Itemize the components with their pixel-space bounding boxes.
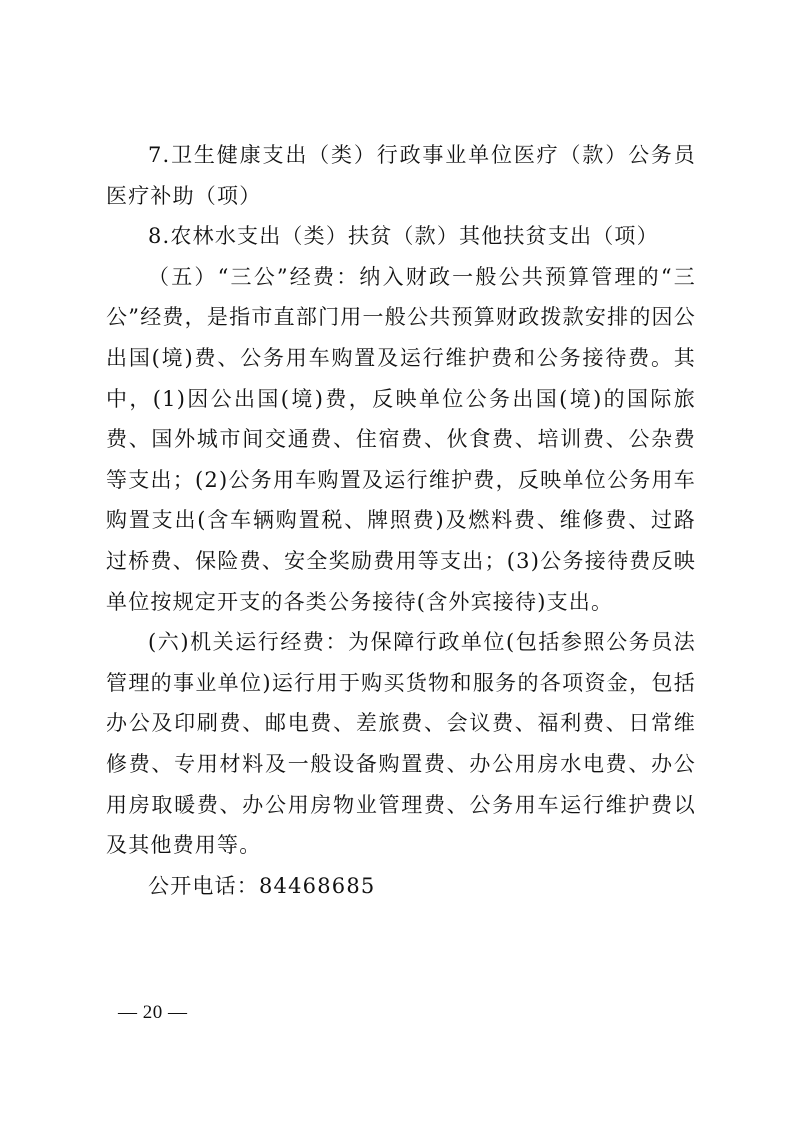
- page-number: — 20 —: [118, 1002, 188, 1023]
- section-five-three-public-expenses: （五）“三公”经费：纳入财政一般公共预算管理的“三公”经费，是指市直部门用一般公共预算财政拨款安排的因公出国(境)费、公务用车购置及运行维护费和公务接待费。其中，(1)因公出国(境)费，反映单位公务出国(境)的国际旅费、国外城市间交通费、住宿费、伙食费、培训费、公杂费等支出；(2)公务用车购置及运行维护费，反映单位公务用车购置支出(含车辆购置税、牌照费)及燃料费、维修费、过路过桥费、保险费、安全奖励费用等支出；(3)公务接待费反映单位按规定开支的各类公务接待(含外宾接待)支出。: [106, 264, 696, 614]
- document-body: [106, 135, 696, 906]
- item-7-medical-subsidy: 7.卫生健康支出（类）行政事业单位医疗（款）公务员医疗补助（项）: [106, 143, 696, 208]
- item-8-poverty-expenditure: 8.农林水支出（类）扶贫（款）其他扶贫支出（项）: [148, 224, 659, 249]
- public-phone: 公开电话：84468685: [148, 873, 376, 898]
- section-six-operating-expenses: (六)机关运行经费：为保障行政单位(包括参照公务员法管理的事业单位)运行用于购买货物和服务的各项资金，包括办公及印刷费、邮电费、差旅费、会议费、福利费、日常维修费、专用材料及一般设备购置费、办公用房水电费、办公用房取暖费、办公用房物业管理费、公务用车运行维护费以及其他费用等。: [106, 630, 696, 858]
